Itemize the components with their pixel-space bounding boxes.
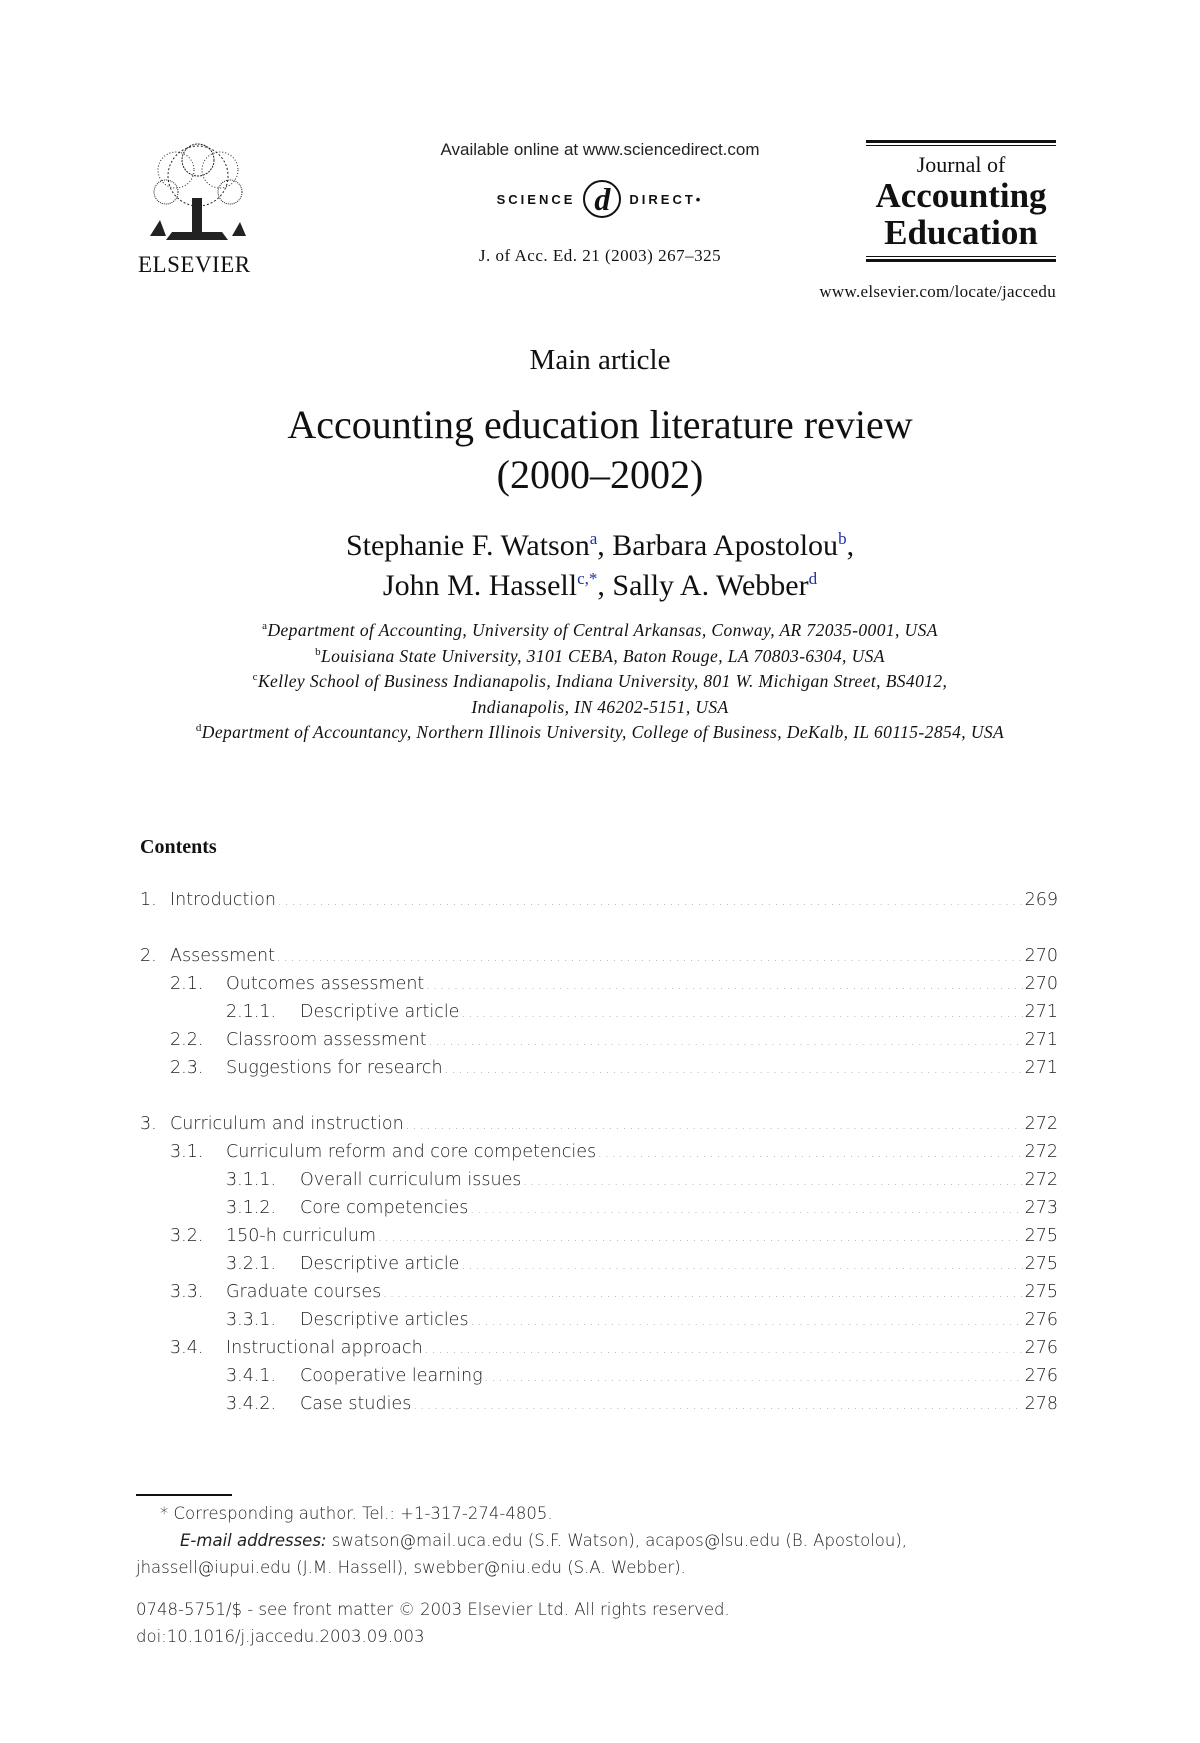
toc-entry-page: 269 [1024, 890, 1058, 910]
toc-entry-number: 3.4.1. [226, 1366, 277, 1386]
author-affiliation-link[interactable]: d [808, 569, 818, 588]
affiliation-text: Louisiana State University, 3101 CEBA, Baton Rouge, LA 70803-6304, USA [321, 645, 885, 666]
toc-entry-page: 273 [1024, 1198, 1058, 1218]
affiliation-text: Indianapolis, IN 46202-5151, USA [471, 696, 729, 717]
toc-entry-title: Curriculum and instruction [170, 1114, 404, 1134]
bottom-info [136, 1596, 730, 1650]
toc-entry-number: 3.4. [170, 1338, 204, 1358]
toc-entry-title: 150-h curriculum [226, 1226, 377, 1246]
toc-leader-dots [426, 970, 1022, 1000]
toc-entry-title: Cooperative learning [300, 1366, 483, 1386]
affiliation-line [0, 720, 1200, 746]
toc-leader-dots [598, 1138, 1023, 1168]
toc-entry-number: 3.1.2. [226, 1198, 277, 1218]
sciencedirect-mark-icon: d [583, 180, 621, 218]
toc-entry-title: Graduate courses [226, 1282, 382, 1302]
footnotes [136, 1500, 1058, 1581]
author-line-2 [0, 566, 1200, 606]
article-type: Main article [529, 344, 671, 376]
toc-entry[interactable] [140, 1194, 1058, 1222]
journal-title-line1: Journal of [916, 152, 1006, 177]
toc-entry[interactable] [140, 970, 1058, 998]
author-affiliation-link[interactable]: a [589, 529, 598, 548]
toc-entry[interactable] [140, 1334, 1058, 1362]
toc-entry-page: 271 [1024, 1030, 1058, 1050]
toc-entry[interactable] [140, 1222, 1058, 1250]
author-list [0, 526, 1200, 606]
toc-entry-number: 3.3.1. [226, 1310, 277, 1330]
toc-entry-title: Suggestions for research [226, 1058, 443, 1078]
contents-heading: Contents [140, 836, 217, 858]
header-center [400, 140, 800, 266]
toc-entry-page: 272 [1024, 1170, 1058, 1190]
toc-entry-number: 3.4.2. [226, 1394, 277, 1414]
journal-logo [866, 140, 1056, 262]
toc-leader-dots [485, 1362, 1023, 1392]
toc-entry[interactable] [140, 998, 1058, 1026]
toc-entry-title: Descriptive article [300, 1254, 460, 1274]
toc-entry-title: Core competencies [300, 1198, 469, 1218]
affiliation-marker: a [262, 620, 268, 633]
toc-entry[interactable] [140, 1138, 1058, 1166]
author-affiliation-link[interactable]: b [838, 529, 847, 548]
toc-entry-number: 2.1. [170, 974, 204, 994]
journal-url-link[interactable]: www.elsevier.com/locate/jaccedu [819, 282, 1056, 301]
author-separator: , [597, 569, 613, 602]
author-separator: , [597, 529, 613, 562]
toc-leader-dots [470, 1194, 1022, 1224]
journal-title [866, 146, 1056, 256]
toc-leader-dots [278, 886, 1023, 916]
toc-leader-dots [406, 1110, 1023, 1140]
publisher-name: ELSEVIER [138, 252, 251, 277]
journal-title-line3: Education [884, 213, 1038, 252]
toc-entry-page: 270 [1024, 946, 1058, 966]
toc-entry-page: 276 [1024, 1310, 1058, 1330]
journal-rule-bottom [866, 256, 1056, 262]
doi-link[interactable]: doi:10.1016/j.jaccedu.2003.09.003 [136, 1627, 425, 1646]
toc-entry[interactable] [140, 1026, 1058, 1054]
email-list[interactable]: swatson@mail.uca.edu (S.F. Watson), acapos@lsu.edu (B. Apostolou), jhassell@iupui.edu (J.M. Hassell), swebber@niu.edu (S.A. Webber). [136, 1531, 907, 1577]
footnote-rule [136, 1494, 232, 1496]
sciencedirect-logo [400, 180, 800, 218]
toc-entry[interactable] [140, 1278, 1058, 1306]
toc-entry-title: Curriculum reform and core competencies [226, 1142, 597, 1162]
toc-entry[interactable] [140, 1250, 1058, 1278]
toc-entry-page: 271 [1024, 1058, 1058, 1078]
toc-spacer [140, 1082, 1058, 1110]
affiliation-line [0, 618, 1200, 644]
affiliation-text: Kelley School of Business Indianapolis, Indiana University, 801 W. Michigan Street, BS4012, [257, 671, 948, 691]
toc-entry-title: Assessment [170, 946, 275, 966]
author-separator: , [846, 529, 855, 562]
author-name: Stephanie F. Watson [345, 529, 590, 562]
toc-entry-page: 275 [1024, 1254, 1058, 1274]
toc-entry-title: Case studies [300, 1394, 412, 1414]
article-title [0, 400, 1200, 500]
affiliation-text: Department of Accounting, University of Central Arkansas, Conway, AR 72035-0001, USA [267, 620, 938, 640]
affiliation-line [0, 695, 1200, 721]
toc-entry-page: 270 [1024, 974, 1058, 994]
toc-entry[interactable] [140, 1110, 1058, 1138]
copyright-line: 0748-5751/$ - see front matter © 2003 Elsevier Ltd. All rights reserved. [136, 1600, 730, 1619]
author-name: John M. Hassell [382, 569, 578, 602]
toc-entry-number: 3.1. [170, 1142, 204, 1162]
affiliation-marker: c [252, 671, 258, 684]
toc-entry-title: Introduction [170, 890, 276, 910]
journal-title-line2: Accounting [875, 176, 1047, 215]
toc-entry-title: Descriptive article [300, 1002, 460, 1022]
affiliation-list [0, 618, 1200, 746]
toc-entry-title: Classroom assessment [226, 1030, 427, 1050]
toc-entry-page: 275 [1024, 1226, 1058, 1246]
toc-entry-title: Instructional approach [226, 1338, 423, 1358]
toc-entry[interactable] [140, 1306, 1058, 1334]
toc-leader-dots [429, 1026, 1023, 1056]
table-of-contents [140, 886, 1058, 1418]
article-title-line1: Accounting education literature review [287, 402, 913, 447]
toc-entry-page: 275 [1024, 1282, 1058, 1302]
toc-leader-dots [471, 1306, 1023, 1336]
toc-entry-number: 3.3. [170, 1282, 204, 1302]
toc-entry-title: Descriptive articles [300, 1310, 469, 1330]
toc-entry-number: 2. [140, 946, 157, 966]
available-online-text: Available online at www.sciencedirect.com [440, 140, 760, 159]
toc-entry[interactable] [140, 1362, 1058, 1390]
toc-leader-dots [445, 1054, 1023, 1084]
author-name: Barbara Apostolou [612, 529, 839, 562]
toc-entry-title: Outcomes assessment [226, 974, 425, 994]
toc-entry-number: 2.2. [170, 1030, 204, 1050]
toc-entry-number: 2.3. [170, 1058, 204, 1078]
affiliation-text: Department of Accountancy, Northern Illinois University, College of Business, DeKalb, IL 60115-2854, USA [201, 722, 1005, 742]
toc-entry[interactable] [140, 1166, 1058, 1194]
affiliation-line [0, 669, 1200, 695]
toc-leader-dots [413, 1390, 1022, 1420]
toc-entry-page: 276 [1024, 1366, 1058, 1386]
author-name: Sally A. Webber [612, 569, 809, 602]
email-label: E-mail addresses: [180, 1531, 327, 1550]
toc-entry-page: 278 [1024, 1394, 1058, 1414]
toc-entry-page: 276 [1024, 1338, 1058, 1358]
toc-entry-number: 3. [140, 1114, 157, 1134]
toc-entry[interactable] [140, 886, 1058, 914]
toc-entry[interactable] [140, 1054, 1058, 1082]
toc-leader-dots [383, 1278, 1022, 1308]
toc-entry-number: 3.2.1. [226, 1254, 277, 1274]
sd-left-text: SCIENCE [496, 191, 576, 207]
toc-leader-dots [277, 942, 1023, 972]
affiliation-line [0, 644, 1200, 670]
toc-leader-dots [378, 1222, 1023, 1252]
affiliation-marker: d [195, 722, 202, 735]
toc-entry[interactable] [140, 1390, 1058, 1418]
toc-entry-number: 3.2. [170, 1226, 204, 1246]
toc-leader-dots [425, 1334, 1023, 1364]
author-affiliation-link[interactable]: c,* [577, 569, 598, 588]
toc-entry-page: 272 [1024, 1142, 1058, 1162]
toc-leader-dots [523, 1166, 1022, 1196]
toc-entry-number: 2.1.1. [226, 1002, 277, 1022]
toc-entry-number: 3.1.1. [226, 1170, 277, 1190]
affiliation-marker: b [315, 645, 322, 658]
toc-entry[interactable] [140, 942, 1058, 970]
toc-spacer [140, 914, 1058, 942]
toc-entry-page: 272 [1024, 1114, 1058, 1134]
toc-leader-dots [461, 998, 1022, 1028]
toc-leader-dots [461, 1250, 1022, 1280]
toc-entry-title: Overall curriculum issues [300, 1170, 522, 1190]
journal-citation: J. of Acc. Ed. 21 (2003) 267–325 [478, 246, 722, 265]
toc-entry-page: 271 [1024, 1002, 1058, 1022]
sd-right-text: DIRECT• [629, 191, 704, 207]
email-addresses-note [136, 1527, 1058, 1581]
corresponding-author-note: * Corresponding author. Tel.: +1-317-274-4805. [160, 1504, 553, 1523]
toc-entry-number: 1. [140, 890, 157, 910]
author-line-1 [0, 526, 1200, 566]
article-title-line2: (2000–2002) [496, 452, 704, 497]
